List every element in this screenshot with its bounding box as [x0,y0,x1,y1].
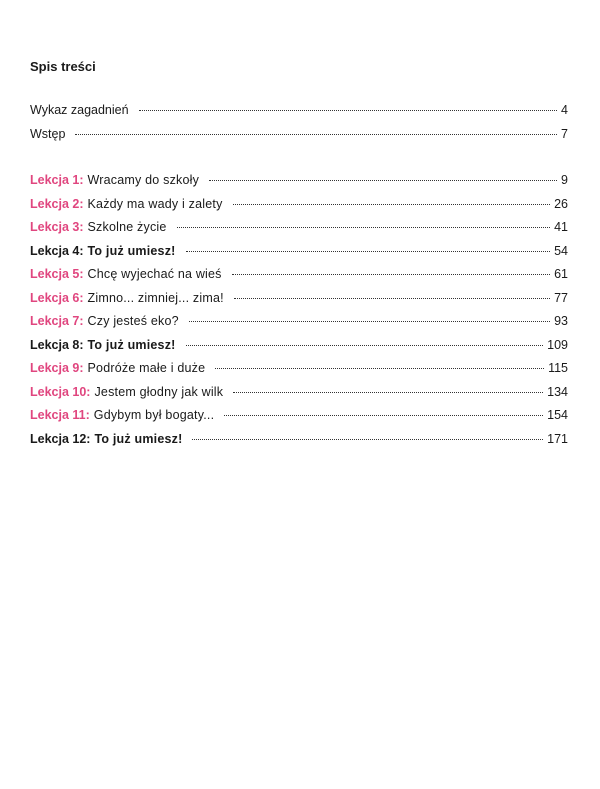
toc-entry-label: Wykaz zagadnień [30,103,129,117]
lesson-page: 134 [547,384,568,399]
toc-lesson-row[interactable] [30,173,568,191]
leader-dots [209,180,557,181]
toc-lesson-row[interactable] [30,220,568,238]
leader-dots [189,321,550,322]
lesson-topic: Wracamy do szkoły [87,173,200,187]
lesson-number: Lekcja 6: [30,290,84,305]
toc-lesson-row[interactable] [30,197,568,215]
lesson-topic: Zimno... zimniej... zima! [87,290,224,305]
toc-lesson-row[interactable] [30,291,568,309]
lesson-number: Lekcja 12: [30,431,91,446]
toc-lesson-row[interactable] [30,267,568,285]
lesson-topic: Każdy ma wady i zalety [87,196,223,211]
lesson-topic: To już umiesz! [87,337,176,352]
leader-dots [186,251,551,252]
lesson-topic: To już umiesz! [94,431,183,446]
lesson-number: Lekcja 3: [30,220,84,234]
lesson-topic: Podróże małe i duże [87,361,206,375]
leader-dots [177,227,551,228]
lesson-page: 115 [548,361,568,375]
lesson-number: Lekcja 8: [30,337,84,352]
lesson-number: Lekcja 2: [30,196,84,211]
lesson-topic: Czy jesteś eko? [87,314,179,328]
lesson-topic: Gdybym był bogaty... [93,408,215,422]
leader-dots [224,415,543,416]
page-title: Spis treści [30,59,96,74]
lesson-page: 171 [547,431,568,446]
lesson-topic: Jestem głodny jak wilk [94,384,224,399]
toc-entry-wstep[interactable] [30,127,568,145]
toc-lesson-row[interactable] [30,314,568,332]
lesson-page: 77 [554,290,568,305]
leader-dots [192,439,543,440]
lesson-number: Lekcja 5: [30,267,84,281]
lesson-number: Lekcja 9: [30,361,84,375]
lesson-page: 93 [554,314,568,328]
leader-dots [233,392,543,393]
toc-lesson-row[interactable] [30,244,568,262]
leader-dots [215,368,544,369]
leader-dots [234,298,550,299]
leader-dots [232,274,550,275]
lesson-topic: To już umiesz! [87,243,176,258]
toc-entry-page: 7 [561,127,568,141]
toc-lesson-row[interactable] [30,408,568,426]
lesson-page: 26 [554,196,568,211]
lesson-page: 54 [554,243,568,258]
leader-dots [139,110,557,111]
lesson-number: Lekcja 4: [30,243,84,258]
lesson-number: Lekcja 10: [30,384,91,399]
toc-lesson-row[interactable] [30,338,568,356]
lesson-page: 154 [547,408,568,422]
lesson-number: Lekcja 11: [30,408,90,422]
lesson-page: 61 [554,267,568,281]
toc-entry-page: 4 [561,103,568,117]
toc-lesson-row[interactable] [30,432,568,450]
lesson-topic: Chcę wyjechać na wieś [87,267,222,281]
lesson-page: 9 [561,173,568,187]
lesson-number: Lekcja 7: [30,314,84,328]
leader-dots [233,204,551,205]
leader-dots [186,345,544,346]
lesson-page: 41 [554,220,568,234]
lesson-number: Lekcja 1: [30,173,84,187]
leader-dots [75,134,557,135]
toc-entry-label: Wstęp [30,127,66,141]
lesson-topic: Szkolne życie [87,220,167,234]
lesson-page: 109 [547,337,568,352]
toc-lesson-row[interactable] [30,385,568,403]
toc-entry-wykaz[interactable] [30,103,568,121]
toc-lesson-row[interactable] [30,361,568,379]
